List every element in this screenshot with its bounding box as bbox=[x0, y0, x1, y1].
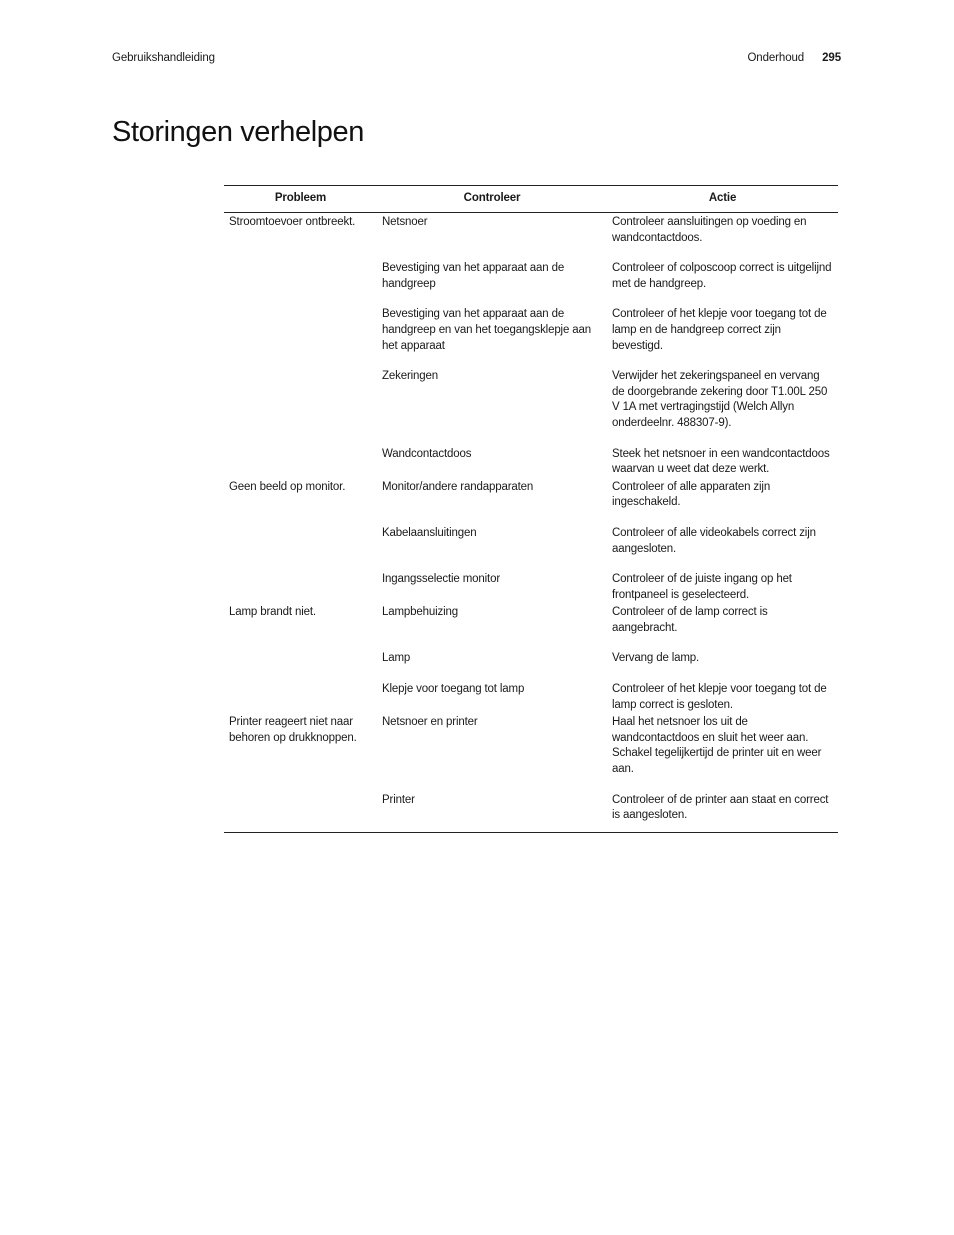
action-cell: Vervang de lamp. bbox=[612, 652, 700, 665]
problem-cell-empty bbox=[224, 557, 377, 603]
check-cell: Wandcontactdoos bbox=[382, 447, 472, 460]
header-right bbox=[747, 52, 841, 64]
action-cell: Haal het netsnoer los uit de wandcontactdoos en sluit het weer aan. Schakel tegelijkertijd de printer uit en weer aan. bbox=[612, 716, 822, 776]
page-number: 295 bbox=[822, 52, 841, 64]
table-row bbox=[224, 667, 838, 713]
table-row bbox=[224, 636, 838, 667]
table-row bbox=[224, 432, 838, 478]
table-header-row bbox=[224, 186, 838, 213]
table-body bbox=[224, 213, 838, 833]
problem-cell-empty bbox=[224, 246, 377, 292]
problem-cell-empty bbox=[224, 432, 377, 478]
table-row bbox=[224, 246, 838, 292]
problem-cell: Stroomtoevoer ontbreekt. bbox=[229, 216, 356, 228]
table-row bbox=[224, 213, 838, 247]
action-cell: Steek het netsnoer in een wandcontactdoos waarvan u weet dat deze werkt. bbox=[612, 447, 830, 476]
action-cell: Controleer of de printer aan staat en correct is aangesloten. bbox=[607, 778, 838, 833]
table-row bbox=[224, 292, 838, 354]
problem-cell: Lamp brandt niet. bbox=[229, 606, 316, 619]
check-cell: Bevestiging van het apparaat aan de handgreep en van het toegangsklepje aan het apparaat bbox=[382, 308, 591, 352]
check-cell: Ingangsselectie monitor bbox=[382, 573, 501, 586]
action-cell: Controleer of de juiste ingang op het frontpaneel is geselecteerd. bbox=[612, 573, 792, 601]
check-cell: Klepje voor toegang tot lamp bbox=[382, 683, 525, 696]
column-header-problem: Probleem bbox=[224, 186, 377, 213]
table-row bbox=[224, 511, 838, 557]
check-cell: Printer bbox=[377, 778, 607, 833]
problem-cell-empty bbox=[224, 778, 377, 833]
problem-cell-empty bbox=[224, 511, 377, 557]
running-header bbox=[112, 52, 841, 70]
troubleshooting-table bbox=[224, 185, 838, 833]
column-header-check: Controleer bbox=[377, 186, 607, 213]
table-row bbox=[224, 478, 838, 511]
action-cell: Controleer of alle apparaten zijn ingeschakeld. bbox=[612, 480, 771, 509]
problem-cell: Geen beeld op monitor. bbox=[229, 480, 346, 493]
page-title: Storingen verhelpen bbox=[112, 116, 364, 148]
table-row bbox=[224, 354, 838, 431]
column-header-action: Actie bbox=[607, 186, 838, 213]
action-cell: Controleer of het klepje voor toegang tot de lamp correct is gesloten. bbox=[612, 683, 827, 711]
problem-cell-empty bbox=[224, 636, 377, 667]
check-cell: Lamp bbox=[382, 652, 411, 665]
table-row bbox=[224, 778, 838, 833]
problem-cell-empty bbox=[224, 354, 377, 431]
action-cell: Controleer of colposcoop correct is uitgelijnd met de handgreep. bbox=[612, 262, 832, 290]
manual-name: Gebruikshandleiding bbox=[112, 52, 215, 64]
section-name: Onderhoud bbox=[747, 52, 805, 64]
problem-cell: Printer reageert niet naar behoren op drukknoppen. bbox=[229, 716, 357, 744]
action-cell: Controleer of het klepje voor toegang tot de lamp en de handgreep correct zijn bevestigd. bbox=[612, 308, 827, 352]
problem-cell-empty bbox=[224, 667, 377, 713]
table-row bbox=[224, 557, 838, 603]
check-cell: Netsnoer en printer bbox=[382, 716, 478, 729]
table-row bbox=[224, 713, 838, 777]
check-cell: Netsnoer bbox=[382, 216, 428, 228]
check-cell: Monitor/andere randapparaten bbox=[382, 480, 534, 493]
check-cell: Lampbehuizing bbox=[382, 606, 459, 619]
problem-cell-empty bbox=[224, 292, 377, 354]
action-cell: Controleer of de lamp correct is aangebracht. bbox=[612, 606, 768, 634]
action-cell: Controleer of alle videokabels correct zijn aangesloten. bbox=[612, 526, 816, 555]
check-cell: Kabelaansluitingen bbox=[382, 526, 477, 539]
action-cell: Verwijder het zekeringspaneel en vervang de doorgebrande zekering door T1.00L 250 V 1A met vertragingstijd (Welch Allyn onderdeelnr. 488307-9). bbox=[612, 370, 828, 429]
table-row bbox=[224, 603, 838, 636]
check-cell: Zekeringen bbox=[382, 370, 439, 383]
check-cell: Bevestiging van het apparaat aan de handgreep bbox=[382, 262, 565, 290]
action-cell: Controleer aansluitingen op voeding en wandcontactdoos. bbox=[612, 216, 807, 244]
